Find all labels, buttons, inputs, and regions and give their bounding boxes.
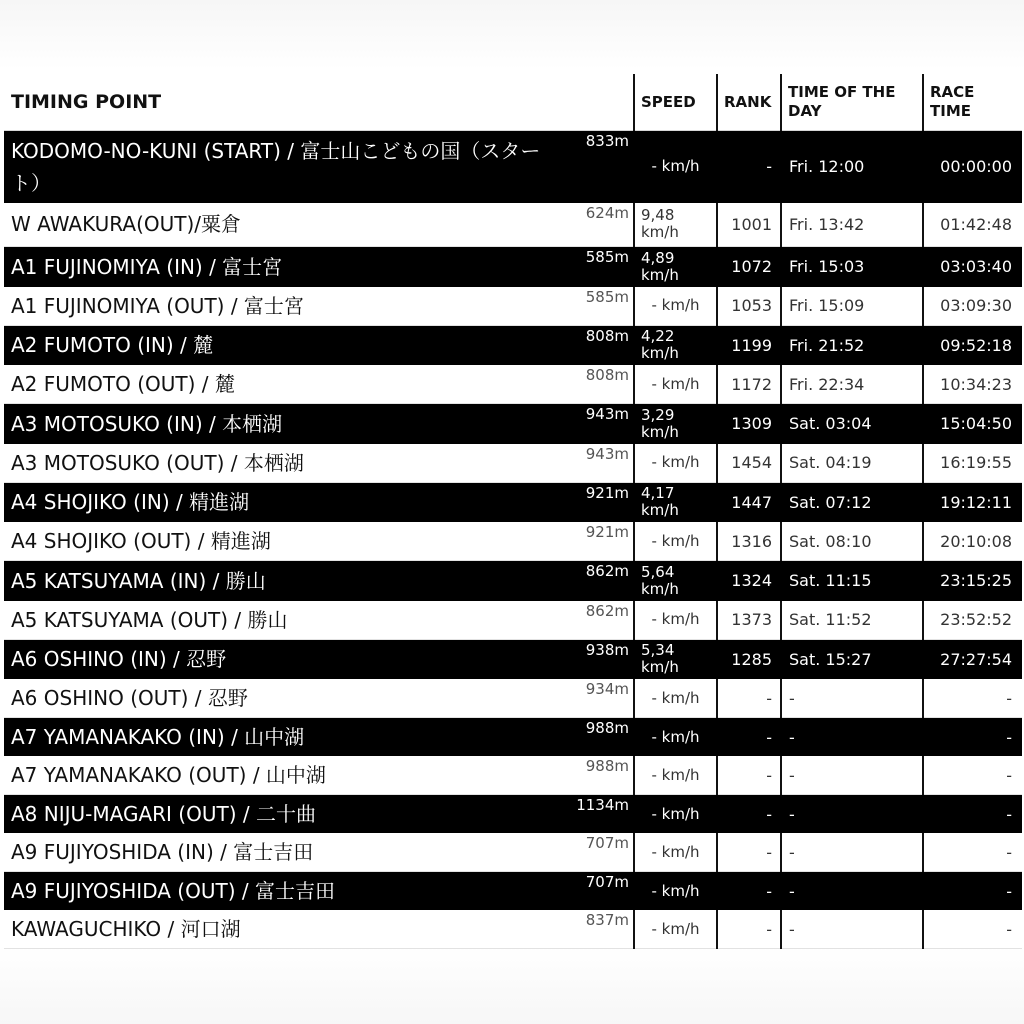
race-time-value: -	[1006, 842, 1012, 862]
altitude: 837m	[585, 911, 629, 929]
header-speed[interactable]: SPEED	[634, 74, 717, 131]
altitude: 833m	[585, 132, 629, 150]
header-rank[interactable]: RANK	[717, 74, 781, 131]
speed-value: - km/h	[651, 296, 700, 314]
rank-cell	[717, 795, 781, 834]
rank-value: 1053	[731, 296, 772, 315]
speed-value: - km/h	[651, 531, 700, 550]
time-of-day-cell	[781, 639, 923, 679]
rank-value: -	[766, 727, 772, 747]
speed-cell	[634, 833, 717, 872]
time-of-day-cell	[781, 131, 923, 203]
rank-value: 1316	[731, 531, 772, 551]
timing-point-name: A7 YAMANAKAKO (OUT) / 山中湖	[11, 763, 326, 787]
altitude: 585m	[585, 287, 629, 306]
timing-point-name: A9 FUJIYOSHIDA (IN) / 富士吉田	[11, 840, 314, 864]
altitude: 921m	[585, 483, 629, 502]
race-time-value: -	[1006, 881, 1012, 901]
race-time-value: 23:15:25	[940, 571, 1012, 591]
race-time-cell	[923, 561, 1022, 601]
timing-point-cell	[4, 872, 634, 911]
race-time-cell	[923, 522, 1022, 561]
altitude: 624m	[585, 203, 629, 222]
timing-point-name: A4 SHOJIKO (OUT) / 精進湖	[11, 529, 271, 553]
time-of-day-value: -	[789, 842, 795, 862]
rank-cell	[717, 910, 781, 949]
timing-point-name: A8 NIJU-MAGARI (OUT) / 二十曲	[11, 802, 316, 826]
timing-point-cell	[4, 325, 634, 365]
table-row[interactable]	[4, 718, 1022, 757]
time-of-day-value: Fri. 12:00	[789, 157, 865, 177]
time-of-day-value: -	[789, 804, 795, 824]
speed-value: - km/h	[651, 804, 700, 823]
race-time-cell	[923, 365, 1022, 404]
race-time-value: -	[1006, 765, 1012, 785]
timing-point-cell	[4, 601, 634, 640]
speed-cell	[634, 287, 717, 326]
table-row[interactable]	[4, 287, 1022, 326]
altitude: 988m	[585, 719, 629, 737]
speed-value: - km/h	[651, 157, 700, 176]
altitude: 862m	[585, 601, 629, 620]
speed-cell	[634, 365, 717, 404]
time-of-day-cell	[781, 718, 923, 757]
rank-cell	[717, 679, 781, 718]
rank-value: -	[766, 804, 772, 824]
time-of-day-cell	[781, 203, 923, 247]
timing-point-name: A1 FUJINOMIYA (OUT) / 富士宮	[11, 293, 304, 318]
speed-cell	[634, 872, 717, 911]
speed-value: 3,29 km/h	[641, 405, 679, 441]
race-time-value: 01:42:48	[940, 214, 1012, 234]
rank-cell	[717, 287, 781, 326]
rank-value: -	[766, 157, 772, 177]
table-row[interactable]	[4, 601, 1022, 640]
table-row[interactable]	[4, 872, 1022, 911]
table-row[interactable]	[4, 639, 1022, 679]
time-of-day-value: -	[789, 765, 795, 785]
speed-cell	[634, 601, 717, 640]
speed-value: 9,48 km/h	[641, 206, 679, 242]
rank-value: 1324	[731, 571, 772, 591]
time-of-day-value: Fri. 15:03	[789, 257, 865, 277]
race-time-cell	[923, 910, 1022, 949]
timing-point-cell	[4, 203, 634, 247]
top-background	[0, 0, 1024, 70]
table-row[interactable]	[4, 247, 1022, 287]
race-time-cell	[923, 404, 1022, 444]
altitude: 988m	[585, 757, 629, 775]
timing-rows	[4, 131, 1022, 949]
header-race-time[interactable]: RACE TIME	[923, 74, 1022, 131]
timing-point-name: A5 KATSUYAMA (IN) / 勝山	[11, 568, 266, 593]
timing-point-cell	[4, 718, 634, 757]
altitude: 707m	[585, 834, 629, 852]
table-row[interactable]	[4, 910, 1022, 949]
speed-cell	[634, 203, 717, 247]
rank-value: -	[766, 919, 772, 939]
speed-cell	[634, 247, 717, 287]
race-time-cell	[923, 679, 1022, 718]
time-of-day-value: Fri. 21:52	[789, 335, 865, 355]
rank-cell	[717, 756, 781, 795]
speed-cell	[634, 404, 717, 444]
timing-point-name: A6 OSHINO (OUT) / 忍野	[11, 686, 248, 710]
time-of-day-cell	[781, 756, 923, 795]
header-timing-point[interactable]: TIMING POINT	[4, 74, 634, 131]
timing-point-cell	[4, 482, 634, 522]
timing-point-name: A4 SHOJIKO (IN) / 精進湖	[11, 490, 250, 515]
timing-point-cell	[4, 131, 634, 203]
speed-value: 5,34 km/h	[641, 641, 679, 677]
altitude: 921m	[585, 523, 629, 541]
race-time-value: 19:12:11	[940, 492, 1012, 512]
rank-cell	[717, 131, 781, 203]
timing-point-name: W AWAKURA(OUT)/粟倉	[11, 212, 242, 237]
rank-cell	[717, 444, 781, 483]
rank-cell	[717, 522, 781, 561]
timing-point-cell	[4, 639, 634, 679]
time-of-day-cell	[781, 679, 923, 718]
time-of-day-value: Sat. 04:19	[789, 453, 872, 472]
rank-cell	[717, 718, 781, 757]
race-time-value: 15:04:50	[940, 414, 1012, 434]
table-row[interactable]	[4, 444, 1022, 483]
race-time-cell	[923, 756, 1022, 795]
race-time-value: 23:52:52	[940, 610, 1012, 629]
rank-cell	[717, 833, 781, 872]
altitude: 707m	[585, 873, 629, 891]
race-time-value: -	[1006, 804, 1012, 824]
rank-cell	[717, 482, 781, 522]
race-time-cell	[923, 325, 1022, 365]
time-of-day-cell	[781, 910, 923, 949]
rank-value: 1199	[731, 335, 772, 355]
timing-point-cell	[4, 910, 634, 949]
speed-value: 4,22 km/h	[641, 327, 679, 363]
speed-value: 4,17 km/h	[641, 484, 679, 520]
time-of-day-cell	[781, 247, 923, 287]
speed-cell	[634, 325, 717, 365]
timing-point-cell	[4, 522, 634, 561]
time-of-day-value: -	[789, 727, 795, 747]
table-row[interactable]	[4, 365, 1022, 404]
rank-value: -	[766, 842, 772, 862]
time-of-day-cell	[781, 833, 923, 872]
time-of-day-cell	[781, 795, 923, 834]
speed-cell	[634, 639, 717, 679]
header-row	[4, 74, 1022, 131]
rank-cell	[717, 639, 781, 679]
speed-cell	[634, 756, 717, 795]
altitude: 943m	[585, 405, 629, 423]
race-time-value: 03:03:40	[940, 257, 1012, 277]
race-time-value: -	[1006, 919, 1012, 939]
speed-value: - km/h	[651, 765, 700, 784]
time-of-day-value: Fri. 13:42	[789, 214, 865, 234]
time-of-day-value: -	[789, 881, 795, 901]
altitude: 808m	[585, 326, 629, 345]
timing-point-name: A3 MOTOSUKO (IN) / 本栖湖	[11, 411, 283, 436]
timing-point-cell	[4, 444, 634, 483]
timing-point-name: A3 MOTOSUKO (OUT) / 本栖湖	[11, 450, 304, 475]
altitude: 943m	[585, 444, 629, 463]
table-row[interactable]	[4, 325, 1022, 365]
race-time-cell	[923, 601, 1022, 640]
race-time-cell	[923, 872, 1022, 911]
table-row[interactable]	[4, 756, 1022, 795]
rank-cell	[717, 872, 781, 911]
timing-point-name: KODOMO-NO-KUNI (START) / 富士山こどもの国（スタート）	[11, 138, 541, 195]
altitude: 938m	[585, 640, 629, 659]
altitude: 585m	[585, 248, 629, 266]
speed-cell	[634, 444, 717, 483]
table-row[interactable]	[4, 833, 1022, 872]
speed-value: - km/h	[651, 610, 700, 628]
rank-cell	[717, 365, 781, 404]
timing-point-cell	[4, 833, 634, 872]
timing-point-cell	[4, 795, 634, 834]
race-time-value: 09:52:18	[940, 335, 1012, 355]
rank-value: -	[766, 688, 772, 708]
header-time-of-day[interactable]: TIME OF THE DAY	[781, 74, 923, 131]
rank-value: 1285	[731, 649, 772, 669]
speed-cell	[634, 718, 717, 757]
time-of-day-value: Sat. 08:10	[789, 531, 872, 551]
time-of-day-value: -	[789, 688, 795, 708]
time-of-day-cell	[781, 522, 923, 561]
time-of-day-value: Sat. 07:12	[789, 492, 872, 512]
time-of-day-cell	[781, 561, 923, 601]
race-time-cell	[923, 795, 1022, 834]
timing-table	[4, 74, 1022, 949]
speed-value: - km/h	[651, 727, 700, 746]
speed-cell	[634, 679, 717, 718]
race-time-cell	[923, 247, 1022, 287]
rank-value: 1072	[731, 257, 772, 277]
altitude: 862m	[585, 562, 629, 580]
speed-cell	[634, 522, 717, 561]
timing-point-cell	[4, 287, 634, 326]
timing-point-name: A9 FUJIYOSHIDA (OUT) / 富士吉田	[11, 879, 335, 903]
timing-point-cell	[4, 404, 634, 444]
time-of-day-cell	[781, 444, 923, 483]
rank-value: -	[766, 765, 772, 785]
race-time-cell	[923, 131, 1022, 203]
table-row[interactable]	[4, 203, 1022, 247]
race-time-cell	[923, 639, 1022, 679]
time-of-day-cell	[781, 365, 923, 404]
race-time-cell	[923, 287, 1022, 326]
timing-point-name: A6 OSHINO (IN) / 忍野	[11, 647, 227, 672]
race-time-cell	[923, 482, 1022, 522]
speed-value: - km/h	[651, 688, 700, 707]
race-time-value: -	[1006, 727, 1012, 747]
rank-cell	[717, 247, 781, 287]
rank-value: 1309	[731, 414, 772, 434]
rank-cell	[717, 561, 781, 601]
time-of-day-cell	[781, 872, 923, 911]
timing-point-cell	[4, 756, 634, 795]
rank-value: 1001	[731, 214, 772, 234]
table-row[interactable]	[4, 561, 1022, 601]
timing-point-name: A5 KATSUYAMA (OUT) / 勝山	[11, 607, 288, 632]
time-of-day-value: Sat. 11:15	[789, 571, 872, 591]
race-time-cell	[923, 718, 1022, 757]
table-row[interactable]	[4, 522, 1022, 561]
rank-value: 1172	[731, 374, 772, 394]
rank-cell	[717, 203, 781, 247]
rank-cell	[717, 325, 781, 365]
speed-value: - km/h	[651, 453, 700, 471]
race-time-value: -	[1006, 688, 1012, 708]
altitude: 808m	[585, 366, 629, 384]
rank-value: -	[766, 881, 772, 901]
race-time-cell	[923, 444, 1022, 483]
timing-point-cell	[4, 679, 634, 718]
table-row[interactable]	[4, 795, 1022, 834]
race-time-value: 16:19:55	[940, 453, 1012, 472]
time-of-day-cell	[781, 601, 923, 640]
bottom-background	[0, 945, 1024, 1024]
timing-point-name: KAWAGUCHIKO / 河口湖	[11, 917, 241, 941]
timing-point-cell	[4, 365, 634, 404]
speed-value: - km/h	[651, 919, 700, 938]
time-of-day-value: Fri. 22:34	[789, 374, 865, 394]
rank-value: 1454	[731, 453, 772, 472]
altitude: 934m	[585, 680, 629, 698]
race-time-cell	[923, 833, 1022, 872]
speed-value: 4,89 km/h	[641, 248, 679, 284]
race-time-value: 00:00:00	[940, 157, 1012, 177]
time-of-day-value: -	[789, 919, 795, 939]
time-of-day-value: Sat. 11:52	[789, 610, 872, 629]
time-of-day-value: Fri. 15:09	[789, 296, 865, 315]
speed-value: 5,64 km/h	[641, 562, 679, 598]
speed-cell	[634, 795, 717, 834]
table-row[interactable]	[4, 679, 1022, 718]
rank-value: 1373	[731, 610, 772, 629]
rank-cell	[717, 601, 781, 640]
timing-point-name: A7 YAMANAKAKO (IN) / 山中湖	[11, 725, 305, 749]
time-of-day-value: Sat. 03:04	[789, 414, 872, 434]
table-row[interactable]	[4, 131, 1022, 203]
timing-point-name: A2 FUMOTO (OUT) / 麓	[11, 372, 235, 396]
speed-value: - km/h	[651, 842, 700, 861]
rank-cell	[717, 404, 781, 444]
speed-cell	[634, 561, 717, 601]
race-time-cell	[923, 203, 1022, 247]
race-time-value: 10:34:23	[940, 374, 1012, 394]
timing-point-cell	[4, 247, 634, 287]
timing-point-cell	[4, 561, 634, 601]
race-time-value: 27:27:54	[940, 649, 1012, 669]
rank-value: 1447	[731, 492, 772, 512]
time-of-day-cell	[781, 482, 923, 522]
race-time-value: 20:10:08	[940, 531, 1012, 551]
speed-cell	[634, 910, 717, 949]
speed-cell	[634, 482, 717, 522]
timing-point-name: A1 FUJINOMIYA (IN) / 富士宮	[11, 254, 283, 279]
table-row[interactable]	[4, 482, 1022, 522]
race-time-value: 03:09:30	[940, 296, 1012, 315]
speed-value: - km/h	[651, 881, 700, 900]
time-of-day-cell	[781, 287, 923, 326]
time-of-day-cell	[781, 404, 923, 444]
table-row[interactable]	[4, 404, 1022, 444]
speed-cell	[634, 131, 717, 203]
time-of-day-cell	[781, 325, 923, 365]
timing-point-name: A2 FUMOTO (IN) / 麓	[11, 333, 214, 358]
time-of-day-value: Sat. 15:27	[789, 649, 872, 669]
altitude: 1134m	[576, 796, 629, 814]
speed-value: - km/h	[651, 374, 700, 393]
